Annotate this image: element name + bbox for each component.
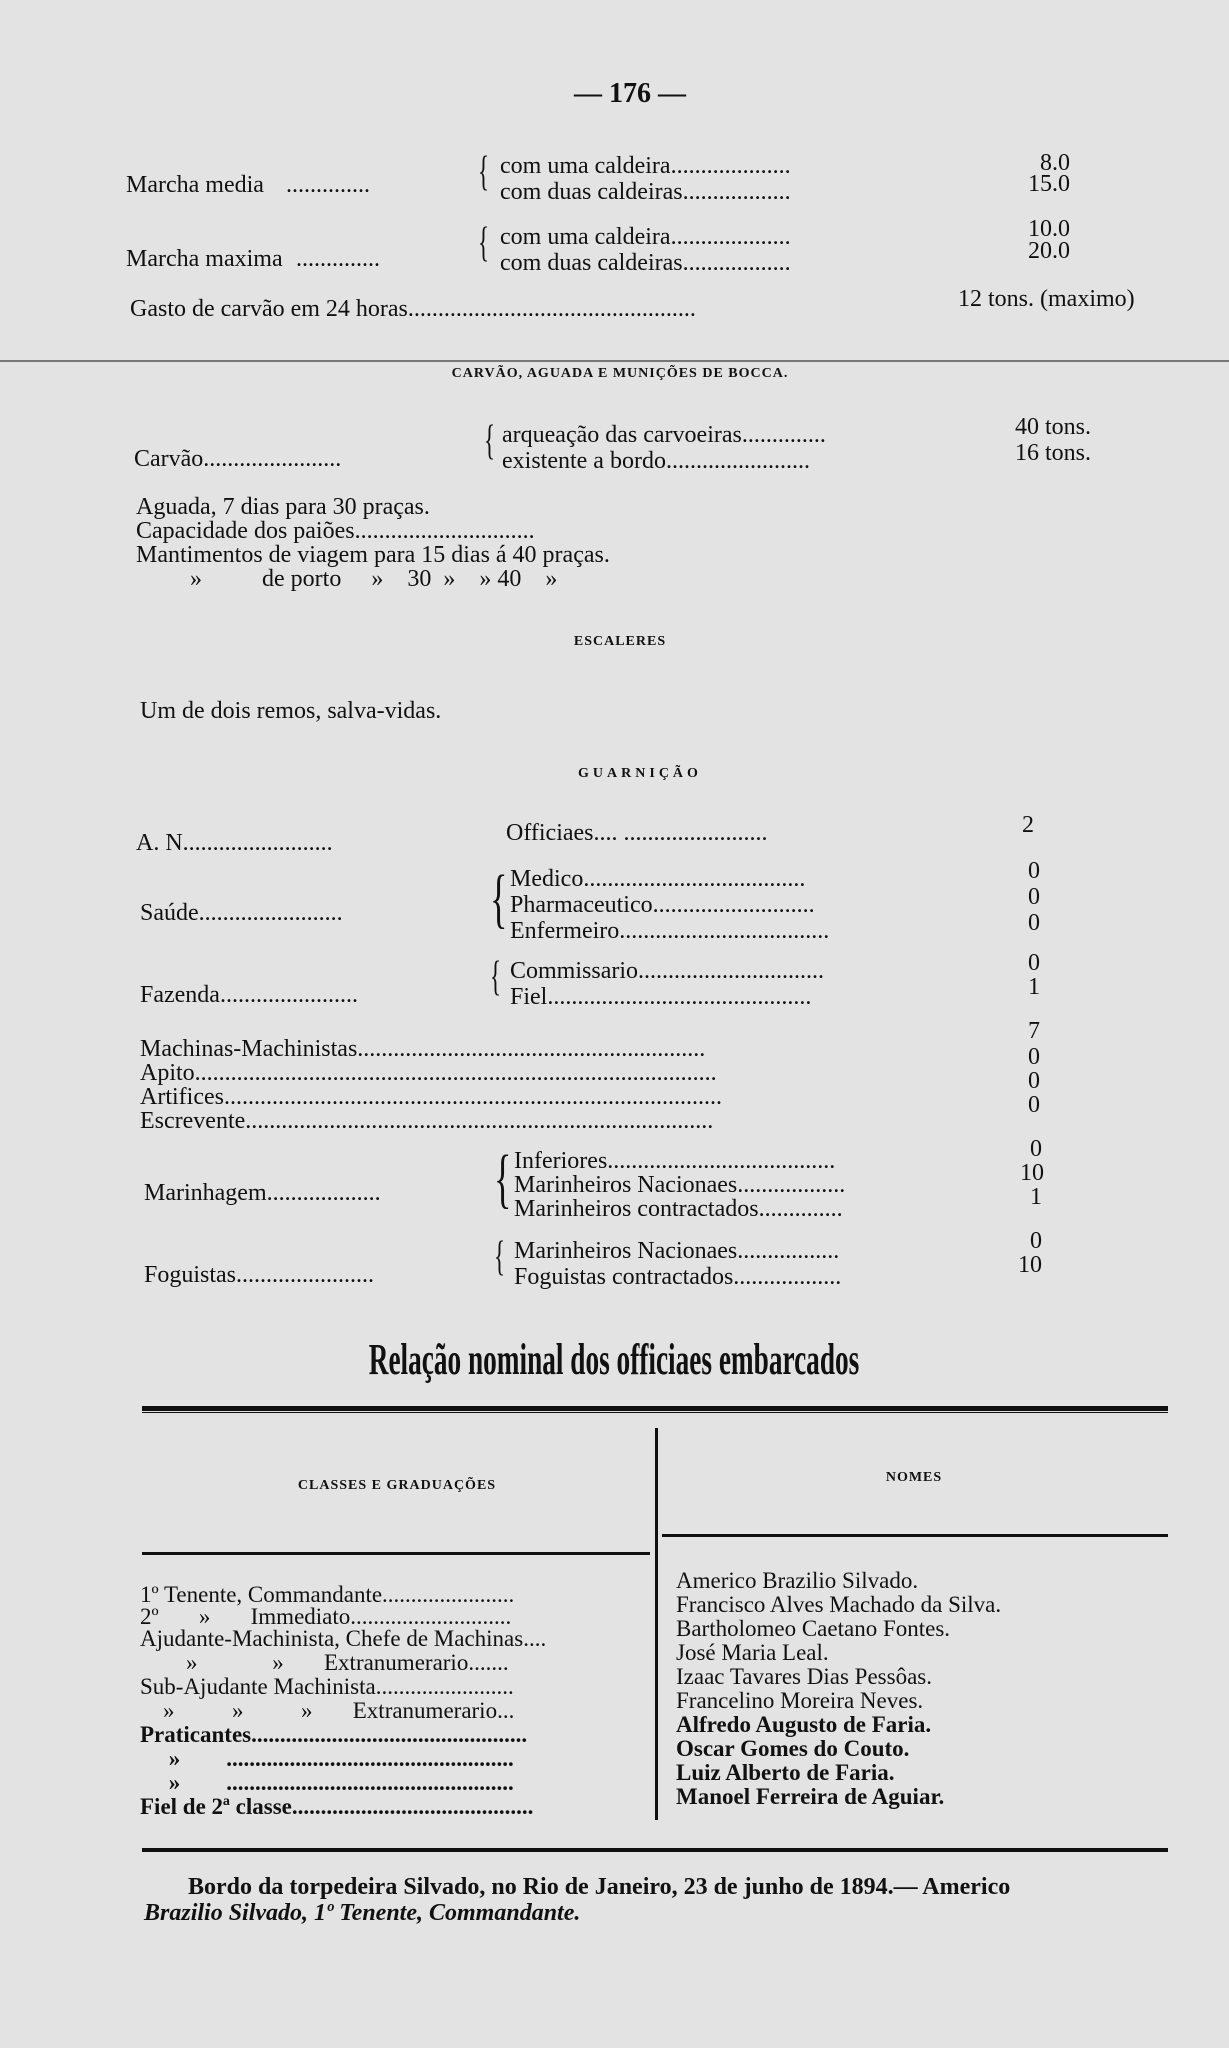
porto-line: » de porto » 30 » » 40 » xyxy=(190,566,558,592)
gasto-value: 12 tons. (maximo) xyxy=(958,286,1135,312)
aguada-line: Aguada, 7 dias para 30 praças. xyxy=(136,494,430,520)
artifices-value: 0 xyxy=(1028,1068,1040,1094)
brace: { xyxy=(490,954,502,1000)
brace: { xyxy=(478,149,490,195)
carvao-label: Carvão....................... xyxy=(134,446,342,472)
machinas-value: 7 xyxy=(1028,1018,1040,1044)
table-top-rule-thin xyxy=(142,1412,1168,1413)
divider xyxy=(0,360,1229,362)
brace: { xyxy=(490,862,508,935)
marinhagem-label: Marinhagem................... xyxy=(144,1180,381,1206)
table-classe: Fiel de 2ª classe.......................................... xyxy=(140,1794,534,1819)
section-heading-guarnicao: GUARNIÇÃO xyxy=(578,766,702,781)
table-header-rule-left xyxy=(142,1552,650,1555)
marinhagem-item-2: Marinheiros Nacionaes.................. xyxy=(514,1172,846,1198)
artifices-row: Artifices................................................................................... xyxy=(140,1084,722,1110)
escrevente-value: 0 xyxy=(1028,1092,1040,1118)
saude-item-3: Enfermeiro................................... xyxy=(510,918,830,944)
machinas-row: Machinas-Machinistas.......................................................... xyxy=(140,1036,706,1062)
table-nome: Francelino Moreira Neves. xyxy=(676,1688,924,1713)
table-bottom-rule xyxy=(142,1848,1168,1852)
table-classe: Sub-Ajudante Machinista........................ xyxy=(140,1674,514,1699)
marinhagem-item-1: Inferiores...................................... xyxy=(514,1148,836,1174)
marinhagem-value-1: 0 xyxy=(1030,1136,1042,1162)
table-classe: » .................................................. xyxy=(140,1746,514,1771)
table-header-rule-right xyxy=(662,1534,1168,1537)
brace: { xyxy=(494,1234,506,1280)
table-classe: 2º » Immediato............................ xyxy=(140,1604,512,1629)
foguistas-value-1: 0 xyxy=(1030,1228,1042,1254)
fazenda-label: Fazenda....................... xyxy=(140,982,358,1008)
apito-value: 0 xyxy=(1028,1044,1040,1070)
section-heading-escaleres: ESCALERES xyxy=(573,634,667,649)
marcha-maxima-value-2: 20.0 xyxy=(1028,238,1070,264)
table-classe: Praticantes................................................ xyxy=(140,1722,528,1747)
foguistas-item-1: Marinheiros Nacionaes................. xyxy=(514,1238,840,1264)
carvao-item-2: existente a bordo........................ xyxy=(502,448,810,474)
fazenda-item-2: Fiel............................................ xyxy=(510,984,812,1010)
saude-value-1: 0 xyxy=(1028,858,1040,884)
marcha-maxima-label: Marcha maxima xyxy=(126,246,283,272)
table-nome: Alfredo Augusto de Faria. xyxy=(676,1712,932,1737)
escaleres-text: Um de dois remos, salva-vidas. xyxy=(140,698,442,724)
saude-value-2: 0 xyxy=(1028,884,1040,910)
table-header-classes: CLASSES E GRADUAÇÕES xyxy=(297,1478,497,1493)
saude-item-2: Pharmaceutico........................... xyxy=(510,892,815,918)
saude-value-3: 0 xyxy=(1028,910,1040,936)
table-classe: 1º Tenente, Commandante....................... xyxy=(140,1582,515,1607)
marcha-maxima-item-2: com duas caldeiras.................. xyxy=(500,250,791,276)
saude-label: Saúde........................ xyxy=(140,900,343,926)
page-number: — 176 — xyxy=(574,78,686,109)
saude-item-1: Medico..................................... xyxy=(510,866,806,892)
carvao-item-1: arqueação das carvoeiras.............. xyxy=(502,422,826,448)
table-nome: Oscar Gomes do Couto. xyxy=(676,1736,910,1761)
escrevente-row: Escrevente.............................................................................. xyxy=(140,1108,714,1134)
table-classe: » » » Extranumerario... xyxy=(140,1698,515,1723)
table-column-divider xyxy=(655,1428,658,1820)
table-nome: Izaac Tavares Dias Pessôas. xyxy=(676,1664,932,1689)
brace: { xyxy=(484,418,496,464)
marinhagem-value-2: 10 xyxy=(1020,1160,1044,1186)
marinhagem-item-3: Marinheiros contractados.............. xyxy=(514,1196,843,1222)
marinhagem-value-3: 1 xyxy=(1030,1184,1042,1210)
marcha-media-item-2: com duas caldeiras.................. xyxy=(500,179,791,205)
mantimentos-line: Mantimentos de viagem para 15 dias á 40 praças. xyxy=(136,542,610,568)
marcha-media-item-1: com uma caldeira.................... xyxy=(500,153,791,179)
table-nome: José Maria Leal. xyxy=(676,1640,829,1665)
apito-row: Apito....................................................................................... xyxy=(140,1060,717,1086)
an-item: Officiaes.... ........................ xyxy=(506,820,768,846)
brace: { xyxy=(494,1142,512,1215)
marcha-media-value-1: 8.0 xyxy=(1040,150,1070,176)
an-value: 2 xyxy=(1022,812,1034,838)
table-header-nomes: NOMES xyxy=(885,1470,943,1485)
table-top-rule xyxy=(142,1406,1168,1411)
table-classe: » .................................................. xyxy=(140,1770,514,1795)
an-label: A. N......................... xyxy=(136,830,333,856)
table-classe: Ajudante-Machinista, Chefe de Machinas.... xyxy=(140,1626,547,1651)
fazenda-value-2: 1 xyxy=(1028,974,1040,1000)
fazenda-item-1: Commissario............................... xyxy=(510,958,825,984)
marcha-media-label: Marcha media xyxy=(126,172,264,198)
table-nome: Bartholomeo Caetano Fontes. xyxy=(676,1616,951,1641)
table-nome: Francisco Alves Machado da Silva. xyxy=(676,1592,1002,1617)
relacao-title: Relação nominal dos officiaes embarcados xyxy=(368,1335,860,1384)
carvao-value-1: 40 tons. xyxy=(1015,414,1092,440)
table-nome: Manoel Ferreira de Aguiar. xyxy=(676,1784,945,1809)
carvao-value-2: 16 tons. xyxy=(1015,440,1092,466)
capacidade-line: Capacidade dos paiões.............................. xyxy=(136,518,535,544)
gasto-label: Gasto de carvão em 24 horas................................................ xyxy=(130,296,696,322)
foguistas-label: Foguistas....................... xyxy=(144,1262,375,1288)
section-heading-carvao: CARVÃO, AGUADA E MUNIÇÕES DE BOCCA. xyxy=(451,366,789,381)
footer-line-1: Bordo da torpedeira Silvado, no Rio de Janeiro, 23 de junho de 1894.— Americo xyxy=(188,1874,1011,1900)
fazenda-value-1: 0 xyxy=(1028,950,1040,976)
marcha-maxima-item-1: com uma caldeira.................... xyxy=(500,224,791,250)
table-classe: » » Extranumerario....... xyxy=(140,1650,509,1675)
table-nome: Luiz Alberto de Faria. xyxy=(676,1760,895,1785)
foguistas-value-2: 10 xyxy=(1018,1252,1042,1278)
marcha-media-value-2: 15.0 xyxy=(1028,171,1070,197)
table-nome: Americo Brazilio Silvado. xyxy=(676,1568,919,1593)
footer-line-2: Brazilio Silvado, 1º Tenente, Commandante. xyxy=(144,1900,581,1926)
marcha-maxima-leader: .............. xyxy=(296,246,380,272)
marcha-media-leader: .............. xyxy=(286,172,370,198)
brace: { xyxy=(478,220,490,266)
foguistas-item-2: Foguistas contractados.................. xyxy=(514,1264,842,1290)
marcha-maxima-value-1: 10.0 xyxy=(1028,216,1070,242)
